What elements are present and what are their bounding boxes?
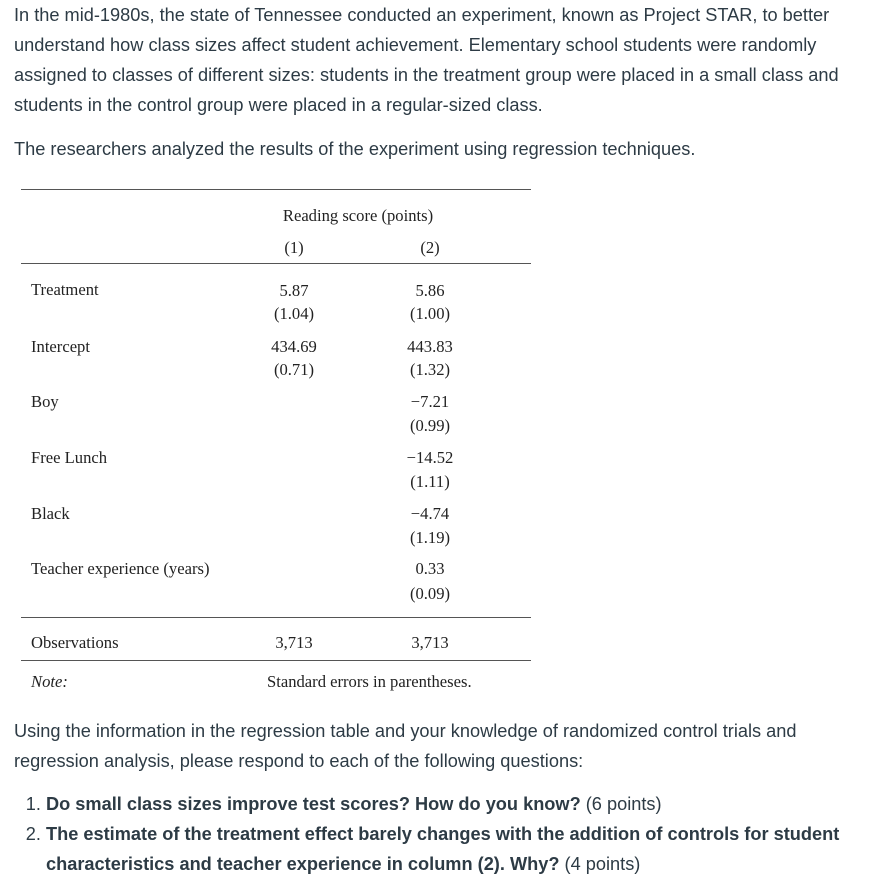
question-points: (6 points) xyxy=(585,794,662,814)
question-points: (4 points) xyxy=(564,854,641,874)
column-header-1: (1) xyxy=(284,238,304,257)
coef-treatment-col2: 5.86 xyxy=(415,281,445,300)
column-header-2: (2) xyxy=(420,238,440,257)
se-free-lunch-col2: (1.11) xyxy=(410,472,450,491)
question-item xyxy=(46,819,872,879)
se-treatment-col2: (1.00) xyxy=(409,304,451,323)
row-label-boy: Boy xyxy=(31,392,59,411)
row-label-free-lunch: Free Lunch xyxy=(31,448,108,467)
coef-intercept-col2: 443.83 xyxy=(407,337,453,356)
note-label: Note: xyxy=(31,672,68,691)
row-label-teacher-experience: Teacher experience (years) xyxy=(31,559,210,578)
coef-black-col2: −4.74 xyxy=(410,504,450,523)
coef-boy-col2: −7.21 xyxy=(410,392,450,411)
se-black-col2: (1.19) xyxy=(409,528,451,547)
analysis-sentence: The researchers analyzed the results of the experiment using regression techniques. xyxy=(14,139,696,159)
row-label-black: Black xyxy=(31,504,70,523)
question-text: The estimate of the treatment effect barely changes with the addition of controls for student characteristics and teacher experience in column (2). Why? xyxy=(46,824,840,874)
se-intercept-col2: (1.32) xyxy=(409,360,451,379)
body-bottom-rule xyxy=(21,617,531,618)
questions-list xyxy=(0,789,872,879)
coef-treatment-col1: 5.87 xyxy=(279,281,309,300)
se-boy-col2: (0.99) xyxy=(409,416,451,435)
question-item xyxy=(46,789,872,819)
coef-free-lunch-col2: −14.52 xyxy=(406,448,454,467)
se-intercept-col1: (0.71) xyxy=(273,360,315,379)
row-label-treatment: Treatment xyxy=(31,280,99,299)
header-rule xyxy=(21,263,531,264)
observations-col2: 3,713 xyxy=(411,633,449,652)
observations-col1: 3,713 xyxy=(275,633,313,652)
se-teacher-experience-col2: (0.09) xyxy=(409,584,451,603)
se-treatment-col1: (1.04) xyxy=(273,304,315,323)
row-label-intercept: Intercept xyxy=(31,337,90,356)
table-top-rule xyxy=(21,189,531,190)
instructions-paragraph: Using the information in the regression table and your knowledge of randomized control trials and regression analysis, please respond to each of the following questions: xyxy=(14,721,797,771)
coef-intercept-col1: 434.69 xyxy=(271,337,317,356)
question-text: Do small class sizes improve test scores? How do you know? xyxy=(46,794,581,814)
observations-rule xyxy=(21,660,531,661)
note-text: Standard errors in parentheses. xyxy=(267,672,472,691)
dependent-variable-header: Reading score (points) xyxy=(282,206,434,225)
coef-teacher-experience-col2: 0.33 xyxy=(415,559,445,578)
intro-paragraph: In the mid-1980s, the state of Tennessee conducted an experiment, known as Project STAR, to better understand how class sizes affect student achievement. Elementary school students were randomly assigned to classes of different sizes: students in the treatment group were placed in a small class and students in the control group were placed in a regular-sized class. xyxy=(14,5,839,115)
observations-label: Observations xyxy=(31,633,119,652)
